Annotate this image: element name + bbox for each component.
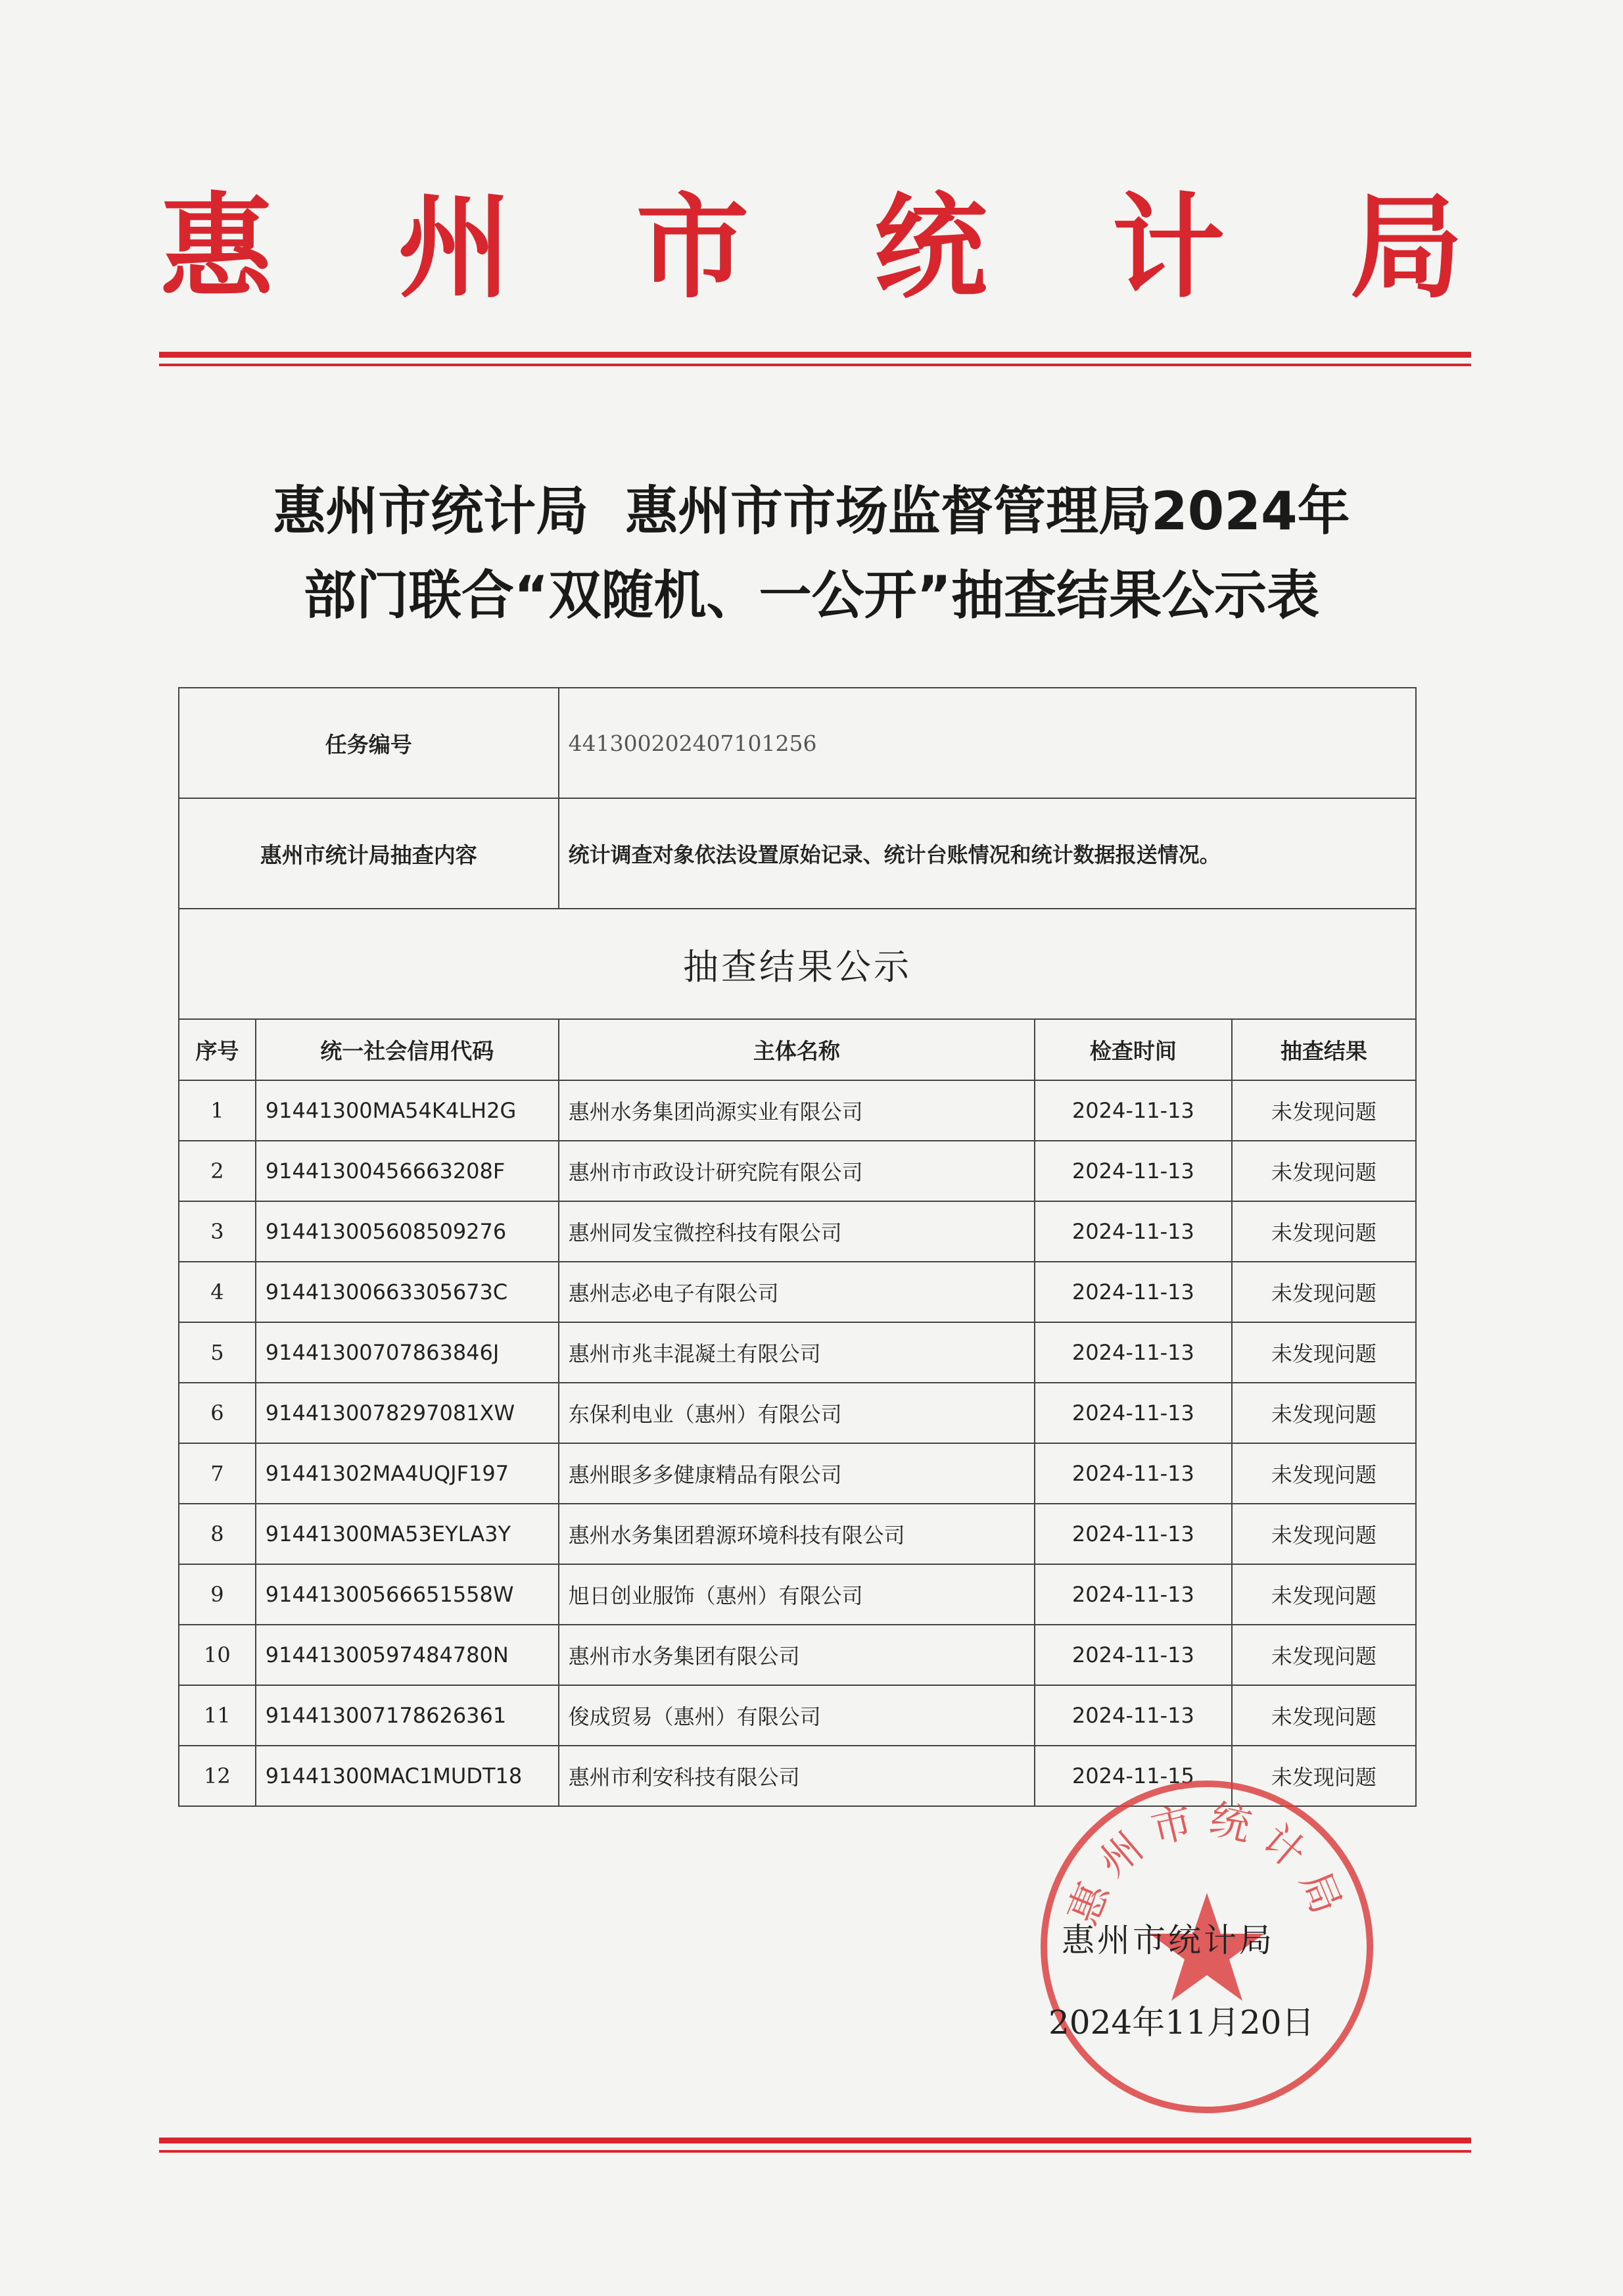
task-number-value: 441300202407101256 <box>559 688 1416 798</box>
table-row <box>179 1504 1416 1564</box>
row-entity-name: 东保利电业（惠州）有限公司 <box>559 1383 1035 1443</box>
row-entity-name: 惠州市兆丰混凝土有限公司 <box>559 1322 1035 1383</box>
row-result: 未发现问题 <box>1232 1504 1416 1564</box>
row-result: 未发现问题 <box>1232 1262 1416 1322</box>
row-credit-code: 91441300566651558W <box>256 1564 559 1625</box>
table-row <box>179 1443 1416 1504</box>
letterhead-char: 州 <box>398 180 574 314</box>
header-result: 抽查结果 <box>1232 1019 1416 1080</box>
task-number-row <box>179 688 1416 798</box>
row-entity-name: 惠州同发宝微控科技有限公司 <box>559 1201 1035 1262</box>
row-index: 1 <box>179 1080 256 1141</box>
row-credit-code: 91441300597484780N <box>256 1625 559 1685</box>
letterhead-char: 惠 <box>160 180 336 314</box>
table-row <box>179 1625 1416 1685</box>
row-result: 未发现问题 <box>1232 1443 1416 1504</box>
letterhead-char: 市 <box>636 180 812 314</box>
row-result: 未发现问题 <box>1232 1564 1416 1625</box>
table-row <box>179 1262 1416 1322</box>
row-index: 12 <box>179 1746 256 1806</box>
task-number-label: 任务编号 <box>179 688 559 798</box>
row-entity-name: 惠州水务集团碧源环境科技有限公司 <box>559 1504 1035 1564</box>
header-inspection-date: 检查时间 <box>1035 1019 1232 1080</box>
row-date: 2024-11-13 <box>1035 1685 1232 1746</box>
table-row <box>179 1685 1416 1746</box>
row-index: 7 <box>179 1443 256 1504</box>
row-entity-name: 俊成贸易（惠州）有限公司 <box>559 1685 1035 1746</box>
footer-rule-thin <box>159 2150 1471 2153</box>
row-date: 2024-11-15 <box>1035 1746 1232 1806</box>
row-date: 2024-11-13 <box>1035 1141 1232 1201</box>
header-entity-name: 主体名称 <box>559 1019 1035 1080</box>
document-title-line1: 惠州市统计局 惠州市市场监督管理局2024年 <box>273 481 1350 542</box>
letterhead-char: 局 <box>1350 180 1526 314</box>
row-index: 3 <box>179 1201 256 1262</box>
row-credit-code: 914413005608509276 <box>256 1201 559 1262</box>
row-date: 2024-11-13 <box>1035 1080 1232 1141</box>
row-entity-name: 惠州市利安科技有限公司 <box>559 1746 1035 1806</box>
signature-organization: 惠州市统计局 <box>1062 1921 1275 1959</box>
row-date: 2024-11-13 <box>1035 1564 1232 1625</box>
inspection-content-row <box>179 798 1416 909</box>
row-credit-code: 9144130078297081XW <box>256 1383 559 1443</box>
table-header-row <box>179 1019 1416 1080</box>
row-credit-code: 91441300MAC1MUDT18 <box>256 1746 559 1806</box>
signature-date: 2024年11月20日 <box>1048 2003 1315 2042</box>
row-index: 10 <box>179 1625 256 1685</box>
table-row <box>179 1383 1416 1443</box>
row-index: 4 <box>179 1262 256 1322</box>
row-date: 2024-11-13 <box>1035 1201 1232 1262</box>
table-row <box>179 1564 1416 1625</box>
row-index: 11 <box>179 1685 256 1746</box>
row-result: 未发现问题 <box>1232 1685 1416 1746</box>
letterhead <box>0 180 1623 314</box>
row-credit-code: 91441300663305673C <box>256 1262 559 1322</box>
inspection-content-value: 统计调查对象依法设置原始记录、统计台账情况和统计数据报送情况。 <box>559 798 1416 909</box>
row-entity-name: 惠州市水务集团有限公司 <box>559 1625 1035 1685</box>
header-credit-code: 统一社会信用代码 <box>256 1019 559 1080</box>
row-result: 未发现问题 <box>1232 1322 1416 1383</box>
header-index: 序号 <box>179 1019 256 1080</box>
row-date: 2024-11-13 <box>1035 1443 1232 1504</box>
section-title: 抽查结果公示 <box>179 909 1416 1019</box>
row-entity-name: 惠州市市政设计研究院有限公司 <box>559 1141 1035 1201</box>
inspection-content-label: 惠州市统计局抽查内容 <box>179 798 559 909</box>
row-index: 9 <box>179 1564 256 1625</box>
row-index: 2 <box>179 1141 256 1201</box>
results-table <box>178 687 1417 1807</box>
row-index: 5 <box>179 1322 256 1383</box>
letterhead-char: 计 <box>1112 180 1288 314</box>
row-credit-code: 91441300707863846J <box>256 1322 559 1383</box>
row-credit-code: 91441300MA53EYLA3Y <box>256 1504 559 1564</box>
row-result: 未发现问题 <box>1232 1625 1416 1685</box>
row-date: 2024-11-13 <box>1035 1504 1232 1564</box>
row-date: 2024-11-13 <box>1035 1383 1232 1443</box>
row-credit-code: 91441302MA4UQJF197 <box>256 1443 559 1504</box>
row-entity-name: 旭日创业服饰（惠州）有限公司 <box>559 1564 1035 1625</box>
row-entity-name: 惠州眼多多健康精品有限公司 <box>559 1443 1035 1504</box>
row-date: 2024-11-13 <box>1035 1625 1232 1685</box>
row-result: 未发现问题 <box>1232 1080 1416 1141</box>
table-row <box>179 1201 1416 1262</box>
header-rule-thin <box>159 364 1471 366</box>
footer-rule-thick <box>159 2138 1471 2143</box>
row-index: 6 <box>179 1383 256 1443</box>
row-result: 未发现问题 <box>1232 1383 1416 1443</box>
section-title-row <box>179 909 1416 1019</box>
row-index: 8 <box>179 1504 256 1564</box>
row-result: 未发现问题 <box>1232 1201 1416 1262</box>
row-entity-name: 惠州水务集团尚源实业有限公司 <box>559 1080 1035 1141</box>
row-result: 未发现问题 <box>1232 1746 1416 1806</box>
row-date: 2024-11-13 <box>1035 1262 1232 1322</box>
table-row <box>179 1080 1416 1141</box>
row-credit-code: 91441300456663208F <box>256 1141 559 1201</box>
row-credit-code: 914413007178626361 <box>256 1685 559 1746</box>
header-rule-thick <box>159 352 1471 358</box>
row-entity-name: 惠州志必电子有限公司 <box>559 1262 1035 1322</box>
row-result: 未发现问题 <box>1232 1141 1416 1201</box>
letterhead-char: 统 <box>874 180 1050 314</box>
table-row <box>179 1322 1416 1383</box>
row-date: 2024-11-13 <box>1035 1322 1232 1383</box>
seal-text: 惠州市统计局 <box>1058 1794 1355 1932</box>
document-title-line2: 部门联合“双随机、一公开”抽查结果公示表 <box>303 565 1320 626</box>
table-row <box>179 1141 1416 1201</box>
row-credit-code: 91441300MA54K4LH2G <box>256 1080 559 1141</box>
